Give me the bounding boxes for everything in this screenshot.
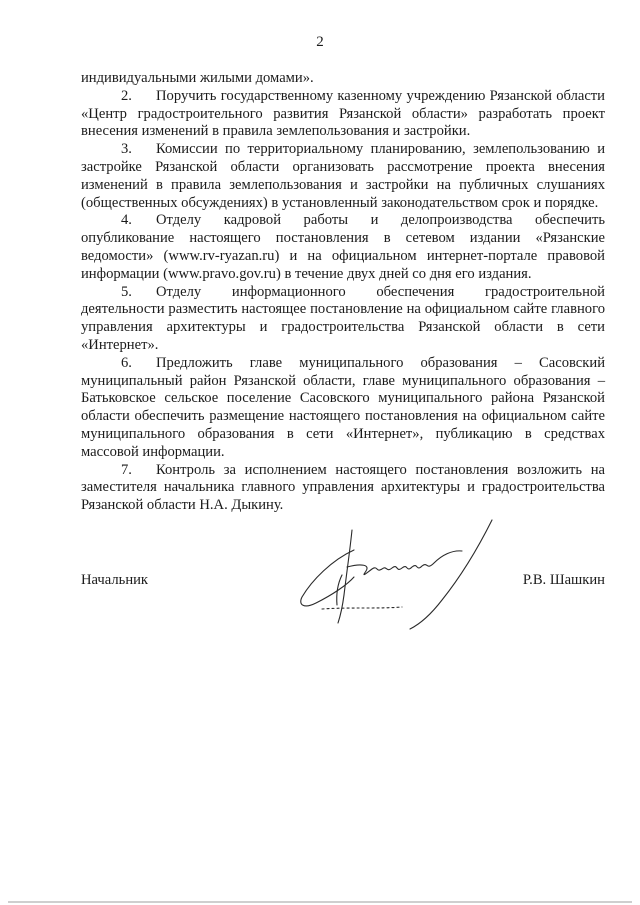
paragraph-item-6 xyxy=(81,355,605,462)
paragraph-text: Контроль за исполнением настоящего постановления возложить на заместителя начальника главного управления архитектуры и градостроительства Рязанской области Н.А. Дыкину. xyxy=(81,461,605,514)
paragraph-item-4 xyxy=(81,212,605,283)
handwritten-signature xyxy=(292,505,522,635)
page-number: 2 xyxy=(316,34,324,50)
paragraph-text: Комиссии по территориальному планированию, землепользованию и застройке Рязанской области организовать рассмотрение проекта внесения изменений в правила землепользования и застройки на публичных слушаниях (общественных обсуждениях) в установленный законодательством срок и порядке. xyxy=(81,141,605,211)
paragraph-continuation xyxy=(81,70,605,88)
document-body xyxy=(81,70,605,515)
scan-edge-divider xyxy=(8,901,632,903)
signatory-name: Р.В. Шашкин xyxy=(522,572,605,588)
paragraph-text: индивидуальными жилыми домами». xyxy=(81,70,314,86)
paragraph-text: Поручить государственному казенному учреждению Рязанской области «Центр градостроительного развития Рязанской области» разработать проект внесения изменений в правила землепользования и застройки. xyxy=(81,87,605,140)
paragraph-number: 5. xyxy=(121,283,132,300)
signatory-role: Начальник xyxy=(81,572,149,588)
paragraph-number: 6. xyxy=(121,354,132,371)
paragraph-number: 3. xyxy=(121,141,132,158)
paragraph-number: 2. xyxy=(121,87,132,104)
paragraph-item-5 xyxy=(81,284,605,355)
paragraph-item-2 xyxy=(81,88,605,141)
paragraph-number: 4. xyxy=(121,212,132,229)
paragraph-text: Предложить главе муниципального образования – Сасовский муниципальный район Рязанской области, главе муниципального образования – Батьковское сельское поселение Сасовского муниципального района Рязанской области обеспечить размещение настоящего постановления на официальном сайте муниципального образования в сети «Интернет», публикацию в средствах массовой информации. xyxy=(81,354,605,460)
paragraph-text: Отделу информационного обеспечения градостроительной деятельности разместить настоящее постановление на официальном сайте главного управления архитектуры и градостроительства Рязанской области в сети «Интернет». xyxy=(81,283,605,353)
paragraph-item-3 xyxy=(81,141,605,212)
paragraph-text: Отделу кадровой работы и делопроизводства обеспечить опубликование настоящего постановления в сетевом издании «Рязанские ведомости» (www.rv-ryazan.ru) и на официальном интернет-портале правовой информации (www.pravo.gov.ru) в течение двух дней со дня его издания. xyxy=(81,212,605,282)
paragraph-number: 7. xyxy=(121,461,132,478)
